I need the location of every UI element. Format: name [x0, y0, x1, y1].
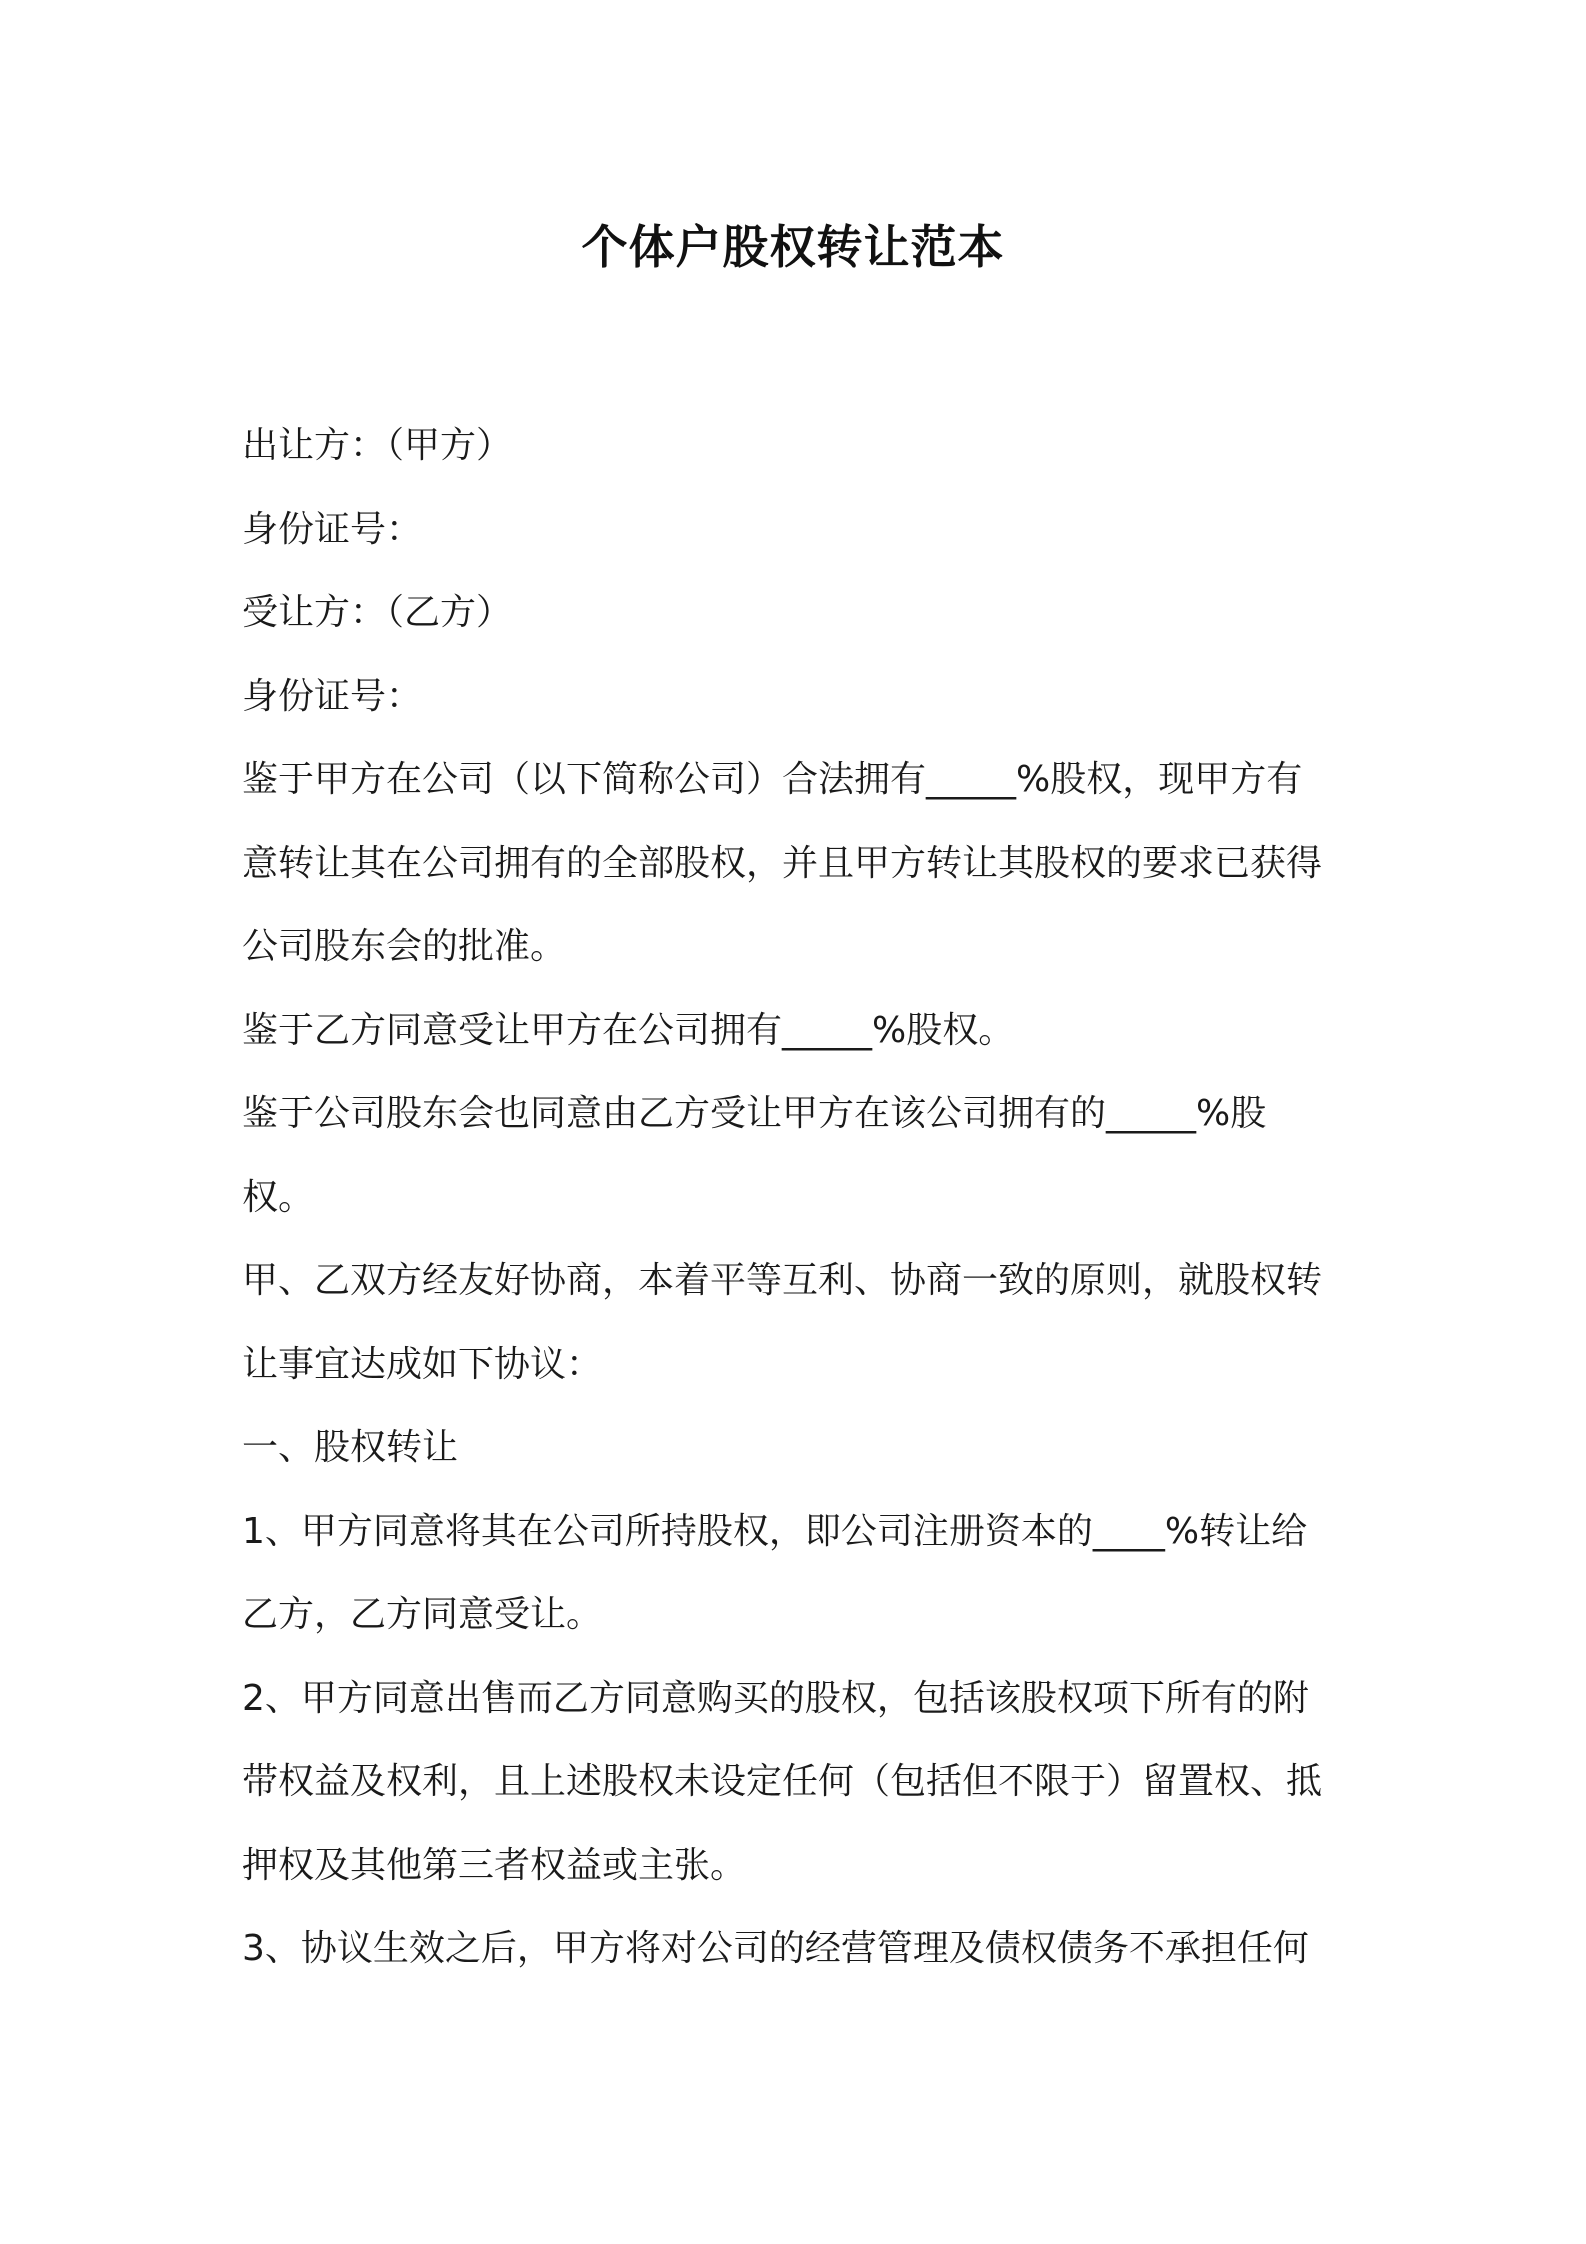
- clause-3a: 3、协议生效之后，甲方将对公司的经营管理及债权债务不承担任何: [242, 1928, 1309, 1969]
- clause-2a: 2、甲方同意出售而乙方同意购买的股权，包括该股权项下所有的附: [242, 1677, 1309, 1719]
- line-whereas-3b: 权。: [242, 1176, 315, 1218]
- document-title: 个体户股权转让范本: [581, 220, 1005, 274]
- line-transferor: 出让方：（甲方）: [242, 425, 513, 466]
- line-transferee-id: 身份证号：: [242, 675, 423, 717]
- clause-1a: 1、甲方同意将其在公司所持股权，即公司注册资本的____%转让给: [242, 1510, 1308, 1552]
- clause-1b: 乙方，乙方同意受让。: [242, 1594, 603, 1635]
- line-agreement-intro-a: 甲、乙双方经友好协商，本着平等互利、协商一致的原则，就股权转: [242, 1260, 1323, 1301]
- line-whereas-2: 鉴于乙方同意受让甲方在公司拥有_____%股权。: [242, 1009, 1015, 1051]
- clause-2b: 带权益及权利，且上述股权未设定任何（包括但不限于）留置权、抵: [242, 1761, 1323, 1802]
- section-heading-equity-transfer: 一、股权转让: [242, 1427, 459, 1468]
- line-agreement-intro-b: 让事宜达成如下协议：: [242, 1343, 603, 1385]
- line-whereas-1c: 公司股东会的批准。: [242, 926, 567, 967]
- line-transferee: 受让方：（乙方）: [242, 592, 513, 633]
- line-transferor-id: 身份证号：: [242, 508, 423, 550]
- line-whereas-1b: 意转让其在公司拥有的全部股权，并且甲方转让其股权的要求已获得: [242, 842, 1323, 884]
- line-whereas-3a: 鉴于公司股东会也同意由乙方受让甲方在该公司拥有的_____%股: [242, 1093, 1267, 1134]
- document-body: [242, 404, 1362, 1991]
- line-whereas-1a: 鉴于甲方在公司（以下简称公司）合法拥有_____%股权，现甲方有: [242, 759, 1303, 800]
- clause-2c: 押权及其他第三者权益或主张。: [242, 1844, 747, 1886]
